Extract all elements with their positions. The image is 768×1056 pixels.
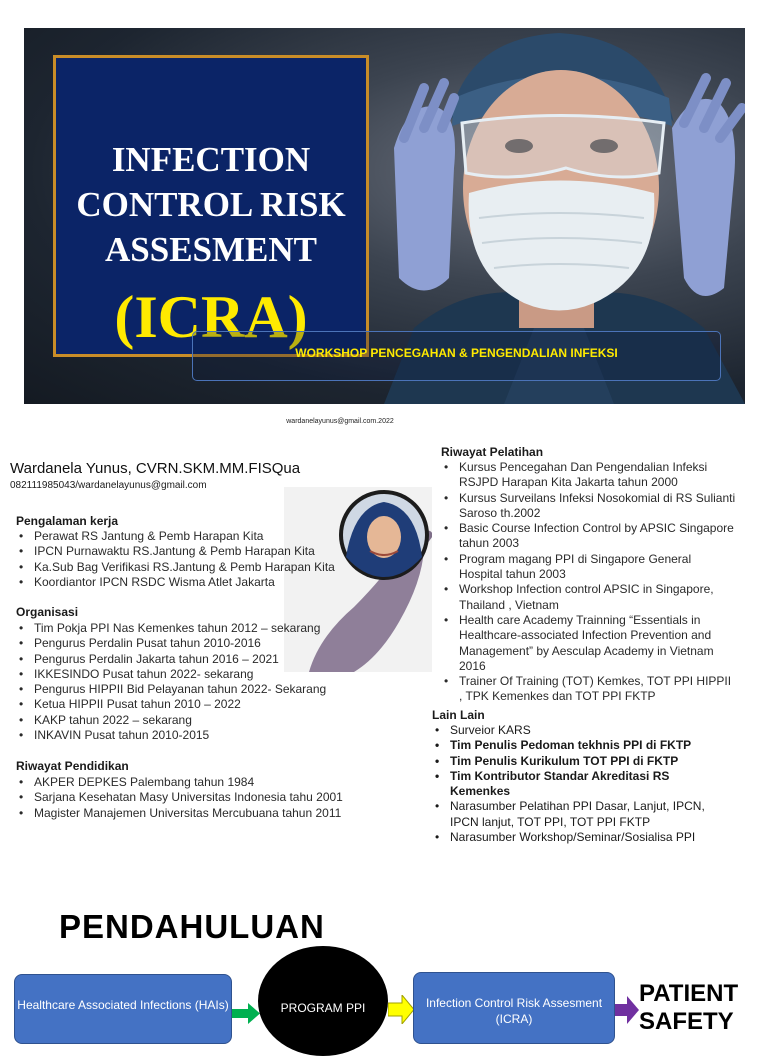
- organisasi-list: [16, 621, 326, 743]
- list-item: • Kursus Surveilans Infeksi Nosokomial di RS Sulianti Saroso th.2002: [441, 491, 737, 522]
- list-item: • Pengurus HIPPII Bid Pelayanan tahun 2022- Sekarang: [16, 682, 326, 697]
- program-ppi-ellipse: PROGRAM PPI: [258, 946, 388, 1056]
- list-item: • Tim Kontributor Standar Akreditasi RS Kemenkes: [432, 769, 732, 800]
- list-item: • IPCN Purnawaktu RS.Jantung & Pemb Harapan Kita: [16, 544, 335, 559]
- pelatihan-heading: Riwayat Pelatihan: [441, 445, 544, 459]
- list-item: • Program magang PPI di Singapore General Hospital tahun 2003: [441, 552, 737, 583]
- cover-title-box: [53, 55, 369, 357]
- pendidikan-heading: Riwayat Pendidikan: [16, 759, 129, 773]
- workshop-banner: [192, 331, 721, 381]
- list-item: • IKKESINDO Pusat tahun 2022- sekarang: [16, 667, 326, 682]
- speaker-contact: 082111985043/wardanelayunus@gmail.com: [10, 480, 207, 491]
- list-item: • Narasumber Workshop/Seminar/Sosialisa PPI: [432, 830, 732, 845]
- speaker-name: Wardanela Yunus, CVRN.SKM.MM.FISQua: [10, 460, 301, 477]
- cover-title-line-1: INFECTION: [111, 140, 311, 179]
- list-item: • Tim Penulis Kurikulum TOT PPI di FKTP: [432, 754, 732, 769]
- list-item: • Ka.Sub Bag Verifikasi RS.Jantung & Pemb Harapan Kita: [16, 560, 335, 575]
- list-item: • Tim Pokja PPI Nas Kemenkes tahun 2012 – sekarang: [16, 621, 326, 636]
- workshop-title: WORKSHOP PENCEGAHAN & PENGENDALIAN INFEKSI: [295, 346, 618, 360]
- cover-acronym: (ICRA): [114, 284, 308, 350]
- list-item: • Perawat RS Jantung & Pemb Harapan Kita: [16, 529, 335, 544]
- list-item: • Surveior KARS: [432, 723, 732, 738]
- hais-box: Healthcare Associated Infections (HAIs): [14, 974, 232, 1044]
- pengalaman-heading: Pengalaman kerja: [16, 514, 119, 528]
- list-item: • Narasumber Pelatihan PPI Dasar, Lanjut, IPCN, IPCN lanjut, TOT PPI, TOT PPI FKTP: [432, 799, 732, 830]
- pendahuluan-title: PENDAHULUAN: [59, 908, 325, 945]
- list-item: • Tim Penulis Pedoman tekhnis PPI di FKTP: [432, 738, 732, 753]
- organisasi-heading: Organisasi: [16, 605, 79, 619]
- list-item: • Workshop Infection control APSIC in Singapore, Thailand , Vietnam: [441, 582, 737, 613]
- arrow-right-icon: [615, 996, 639, 1024]
- list-item: • Kursus Pencegahan Dan Pengendalian Infeksi RSJPD Harapan Kita Jakarta tahun 2000: [441, 460, 737, 491]
- list-item: • Koordiantor IPCN RSDC Wisma Atlet Jakarta: [16, 575, 335, 590]
- icra-box: Infection Control Risk Assesment (ICRA): [413, 972, 615, 1044]
- pengalaman-list: [16, 529, 335, 590]
- arrow-right-icon: [388, 995, 414, 1024]
- arrow-right-icon: [232, 1003, 260, 1024]
- lain-list: [432, 723, 732, 845]
- list-item: • Basic Course Infection Control by APSIC Singapore tahun 2003: [441, 521, 737, 552]
- list-item: • Pengurus Perdalin Jakarta tahun 2016 – 2021: [16, 652, 326, 667]
- list-item: • INKAVIN Pusat tahun 2010-2015: [16, 728, 326, 743]
- cover-footer-email: wardanelayunus@gmail.com.2022: [286, 418, 394, 425]
- list-item: • Trainer Of Training (TOT) Kemkes, TOT PPI HIPPII , TPK Kemenkes dan TOT PPI FKTP: [441, 674, 737, 705]
- list-item: • AKPER DEPKES Palembang tahun 1984: [16, 775, 343, 790]
- list-item: • KAKP tahun 2022 – sekarang: [16, 713, 326, 728]
- pendidikan-list: [16, 775, 343, 821]
- cover-slide: [24, 28, 745, 404]
- list-item: • Pengurus Perdalin Pusat tahun 2010-2016: [16, 636, 326, 651]
- patient-safety-label: PATIENT SAFETY: [639, 980, 739, 1035]
- lain-heading: Lain Lain: [432, 708, 485, 722]
- list-item: • Health care Academy Trainning “Essentials in Healthcare-associated Infection Prevention and Management” by Aesculap Academy in Vietnam 2016: [441, 613, 737, 674]
- list-item: • Ketua HIPPII Pusat tahun 2010 – 2022: [16, 697, 326, 712]
- list-item: • Magister Manajemen Universitas Mercubuana tahun 2011: [16, 806, 343, 821]
- list-item: • Sarjana Kesehatan Masy Universitas Indonesia tahu 2001: [16, 790, 343, 805]
- pelatihan-list: [441, 460, 737, 705]
- cover-title-line-2: CONTROL RISK: [76, 185, 346, 224]
- cover-title-line-3: ASSESMENT: [104, 230, 318, 269]
